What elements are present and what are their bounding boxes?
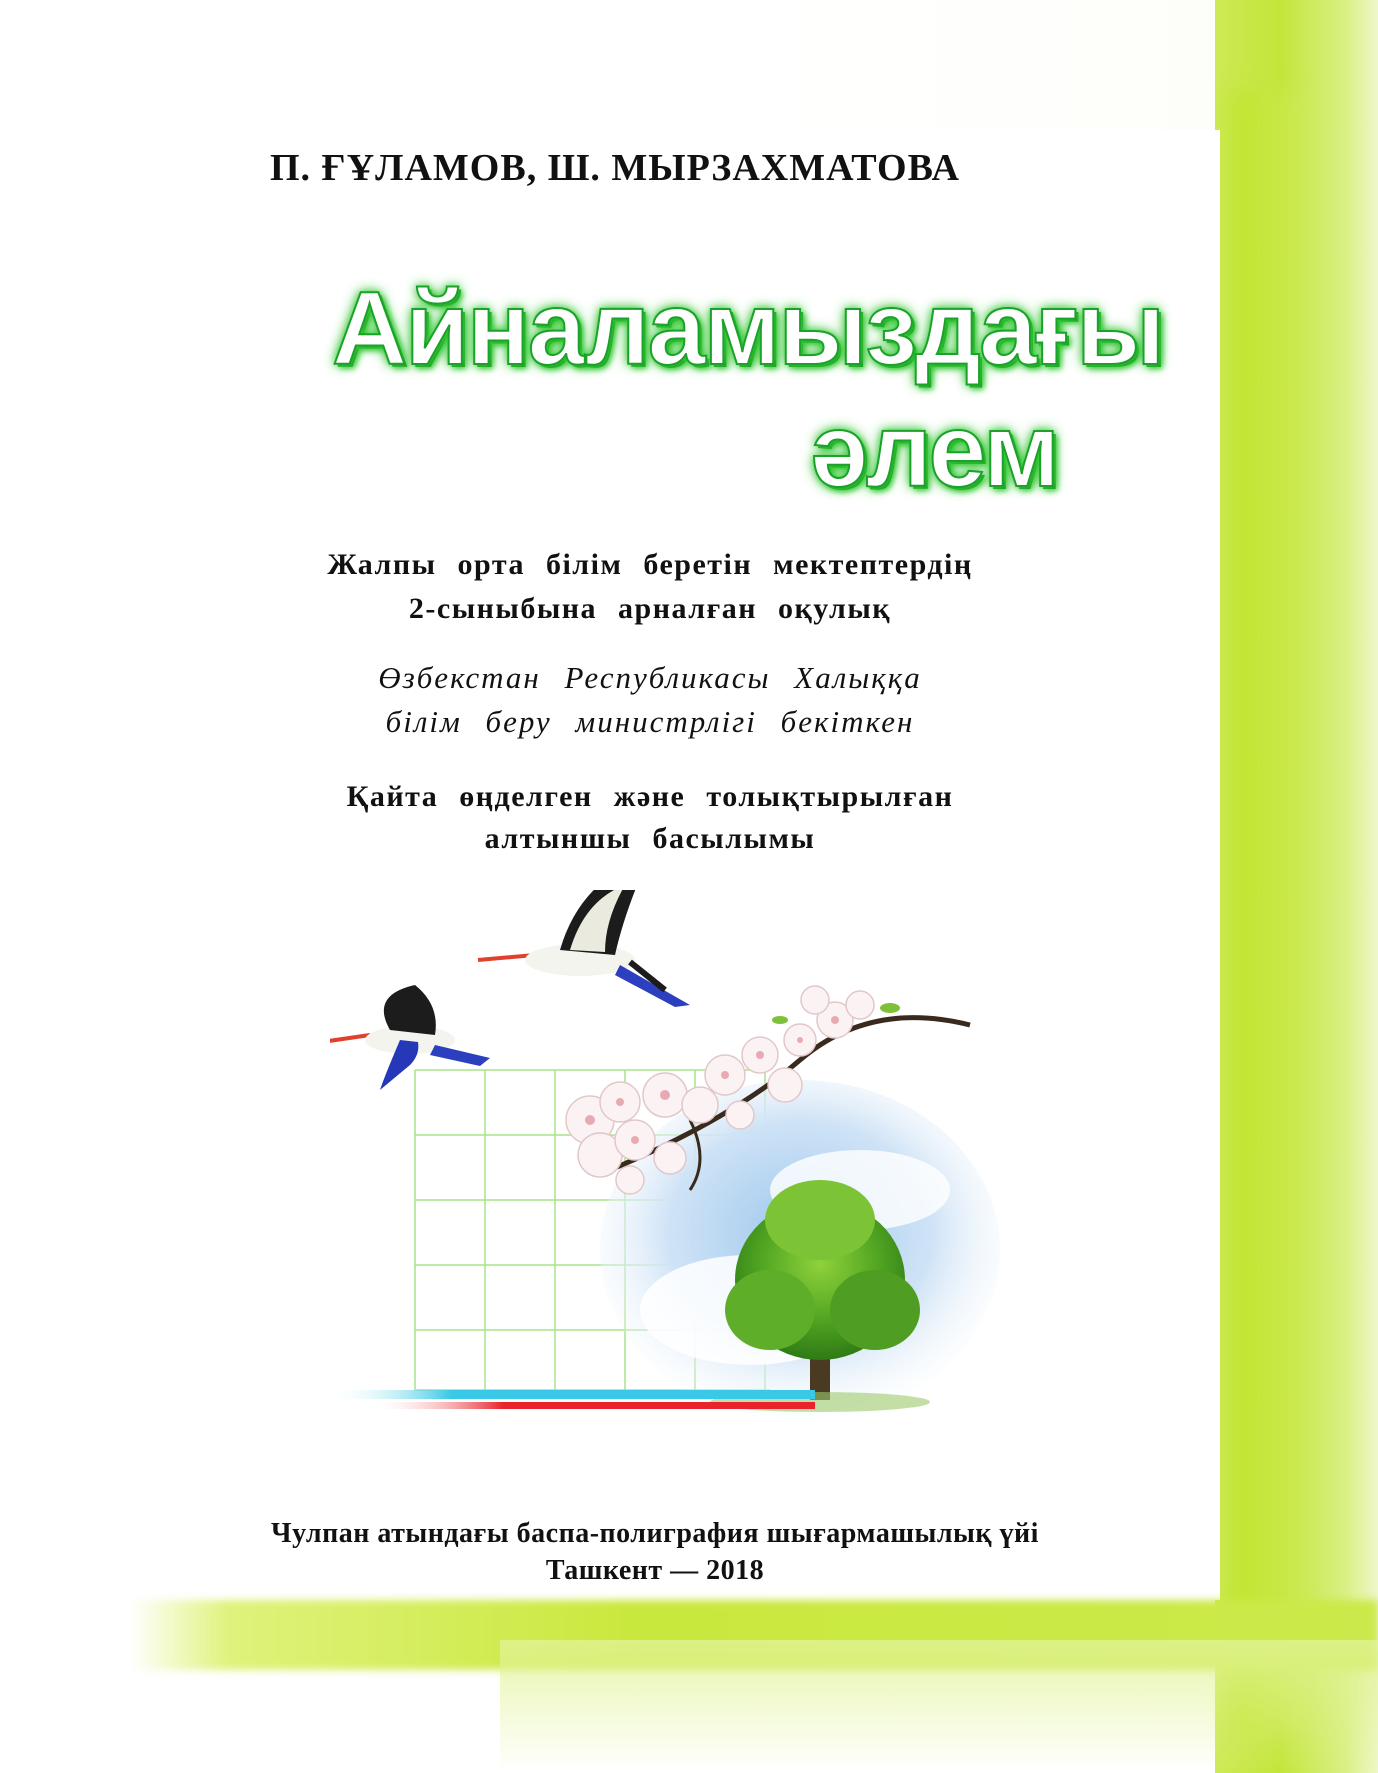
frame-glow-right-inner [1230,90,1300,1730]
stork-icon [330,985,490,1090]
authors: П. ҒҰЛАМОВ, Ш. МЫРЗАХМАТОВА [270,147,960,189]
stork-icon [478,890,690,1007]
book-title-line1: Айналамыздағы [332,271,1164,387]
edition-line1: Қайта өңделген және толықтырылған [346,780,954,813]
frame-glow-bottom-soft [500,1640,1378,1773]
subtitle-line2: 2-сыныбына арналған оқулық [408,592,892,625]
publisher-name: Чулпан атындағы баспа-полиграфия шығармашылық үйі [271,1518,1039,1549]
cover-illustration [330,890,1010,1450]
subtitle-line1: Жалпы орта білім беретін мектептердің [327,548,973,581]
edition-line2: алтыншы басылымы [484,822,816,855]
approval-line1: Өзбекстан Республикасы Халыққа [378,660,922,695]
book-title-line2: әлем [810,393,1058,509]
approval-line2: білім беру министрлігі бекіткен [385,704,915,739]
publisher-place-year: Ташкент — 2018 [545,1555,765,1586]
